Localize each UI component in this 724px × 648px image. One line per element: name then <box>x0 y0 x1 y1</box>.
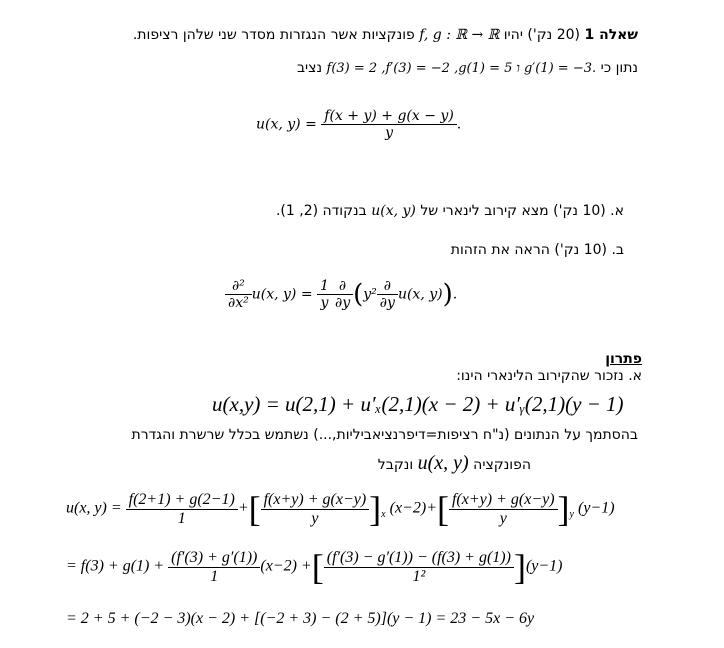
part-b <box>451 242 624 258</box>
part-a <box>276 203 624 219</box>
question-line-1 <box>133 27 638 43</box>
equation-line-3: = 2 + 5 + (−2 − 3)(x − 2) + [(−2 + 3) − (2 + 5)](y − 1) = 23 − 5x − 6y <box>66 610 535 627</box>
part-b-lhs-den: ∂x² <box>228 295 249 311</box>
part-a-expr: u(x, y) <box>371 203 416 219</box>
solution-a-label: א. <box>628 368 642 384</box>
eq1-f2-num: f(x+y) + g(x−y) <box>261 491 370 510</box>
eq2-f2-den: 1² <box>412 567 426 585</box>
part-b-d-op <box>332 278 353 311</box>
given-values: f(3) = 2 ,f′(3) = −2 ,g(1) = 5 ו g′(1) = −3. <box>326 61 597 76</box>
part-b-coef-den: y <box>320 295 329 311</box>
def-numerator: f(x + y) + g(x − y) <box>321 108 457 125</box>
part-b-coef-num: 1 <box>317 278 332 295</box>
equation-line-1: u(x, y) = $\frac{f(2+1) + g(2-1)}{1}$ +[ $\frac{f(x+y) + g(x-y)}{y}$ ]$_x$ (x−2)+[ $\frac{f(x+y) + g(x-y)}{y}$ ]$_y$ (y−1) <box>66 489 615 529</box>
eq1-sub-y: y <box>569 508 574 520</box>
para-line2-expr: u(x, y) <box>417 452 469 474</box>
def-lhs: u(x, y) = <box>256 116 317 133</box>
eq1-f3-den: y <box>499 509 507 527</box>
def-denominator: y <box>385 125 393 141</box>
part-b-label: ב. (10 נק') הראה את הזהות <box>450 242 624 258</box>
part-b-d-den: ∂y <box>334 295 351 311</box>
part-b-inner-num: ∂ <box>377 278 398 295</box>
part-a-label: א. (10 נק') מצא קירוב לינארי של <box>420 203 624 219</box>
part-b-d-num: ∂ <box>332 278 353 295</box>
eq2-fraction-2 <box>324 549 514 586</box>
para-line2-b: ונקבל <box>377 457 414 473</box>
part-b-coef <box>317 278 332 311</box>
eq1-end: (y−1) <box>578 499 615 517</box>
part-b-lhs-expr: u(x, y) = <box>251 286 313 303</box>
part-a-tail: בנקודה (2, 1). <box>275 203 367 219</box>
given-suffix: נציב <box>296 60 323 76</box>
def-fraction <box>321 108 457 141</box>
solution-para-line-1: בהסתמך על הנתונים (נ"ח רציפות=דיפרנציאביליות,...) נשתמש בכלל שרשרת והגדרת <box>131 427 638 443</box>
part-b-inner-op <box>377 278 398 311</box>
eq2-f1-den: 1 <box>210 567 219 585</box>
solution-a-line <box>456 368 642 384</box>
question-intro-tail: פונקציות אשר הנגזרות מסדר שני שלהן רציפות. <box>132 27 415 43</box>
para-line2-a: הפונקציה <box>473 457 531 473</box>
eq1-fraction-2 <box>261 491 370 528</box>
question-title: שאלה 1 <box>584 27 638 43</box>
eq1-f1-num: f(2+1) + g(2−1) <box>126 491 238 510</box>
eq2-mid: (x−2) + <box>260 557 312 575</box>
part-b-inner-expr: u(x, y) <box>397 286 443 303</box>
eq1-fraction-1 <box>126 491 238 528</box>
eq2-end: (y−1) <box>525 557 563 575</box>
part-b-inner-den: ∂y <box>379 295 395 311</box>
solution-para-line-2 <box>378 452 531 475</box>
part-b-inner-pre: y² <box>363 286 377 303</box>
question-line-2 <box>297 60 638 76</box>
eq2-fraction-1 <box>168 549 260 586</box>
part-b-end: . <box>452 286 458 303</box>
eq2-f2-num: (f′(3) − g′(1)) − (f(3) + g(1)) <box>324 549 514 568</box>
linear-approx-formula: u(x,y) = u(2,1) + u′ₓ(2,1)(x − 2) + u′ᵧ(2,1)(y − 1) <box>212 392 624 416</box>
question-funcs: f, g : ℝ → ℝ <box>419 27 500 43</box>
eq1-sub-x: x <box>381 508 386 520</box>
part-b-identity: $\frac{\text{∂²}}{\text{∂x²}}$ u(x, y) = $\frac{1}{y}$ $\frac{\partial}{\partial y}$ (y² $\frac{\partial}{\partial y}$ u(x, y)). <box>225 278 457 311</box>
eq1-fraction-3 <box>449 491 558 528</box>
eq1-mid: (x−2) <box>389 499 427 517</box>
eq1-lhs: u(x, y) = <box>66 499 122 517</box>
eq1-f1-den: 1 <box>177 509 186 527</box>
eq2-start: = f(3) + g(1) + <box>66 557 165 575</box>
question-intro: (20 נק') יהיו <box>503 27 581 43</box>
u-definition <box>256 108 461 141</box>
eq1-f3-num: f(x+y) + g(x−y) <box>449 491 558 510</box>
equation-line-2: = f(3) + g(1) + $\frac{(f'(3) + g'(1))}{1}$ (x−2) +[ $\frac{(f'(3) - g'(1)) - (f(3) + g(1))}{\text{1²}}$ ](y−1) <box>66 547 563 587</box>
eq1-f2-den: y <box>311 509 319 527</box>
def-end: . <box>456 116 462 133</box>
eq2-f1-num: (f′(3) + g′(1)) <box>168 549 260 568</box>
solution-a-text: נזכור שהקירוב הלינארי הינו: <box>456 368 624 384</box>
solution-heading: פתרון <box>605 351 642 367</box>
part-b-lhs-op <box>225 278 252 311</box>
given-prefix: נתון כי <box>600 60 638 76</box>
part-b-lhs-num: ∂² <box>225 278 252 295</box>
